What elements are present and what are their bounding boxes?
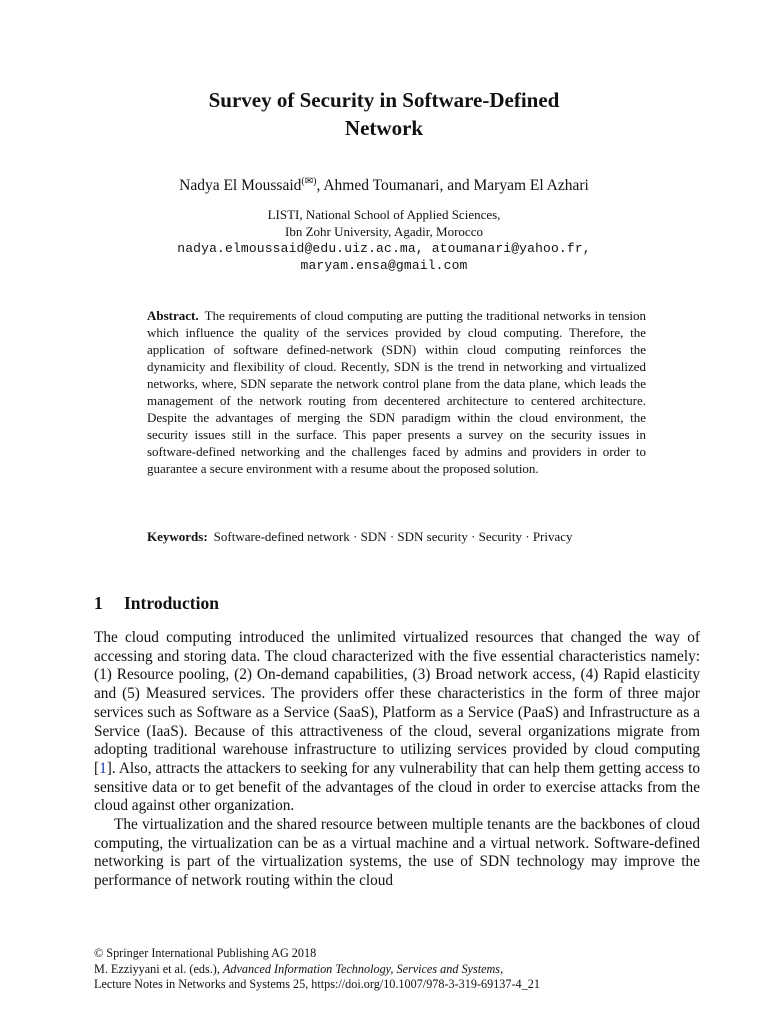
corresponding-author-mail-icon: (✉) xyxy=(301,176,317,187)
title-line-1: Survey of Security in Software-Defined xyxy=(208,88,560,112)
affiliation-line-1: LISTI, National School of Applied Sciences, xyxy=(267,207,501,222)
affiliation-line-2: Ibn Zohr University, Agadir, Morocco xyxy=(285,224,483,239)
paragraph-2: The virtualization and the shared resource between multiple tenants are the backbones of cloud computing, the virtualization can be as a virtual machine and a virtual network. Software-defined networking is part of the virtualization systems, the use of SDN technology may improve the performance of network routing within the cloud xyxy=(94,816,700,890)
footer-comma: , xyxy=(500,961,504,976)
footer-book-title: Advanced Information Technology, Services and Systems xyxy=(222,961,501,976)
section-title: Introduction xyxy=(124,593,219,613)
paper-title xyxy=(0,86,768,142)
author-list xyxy=(0,172,768,196)
footer-line-2 xyxy=(94,962,714,978)
affiliation-block xyxy=(0,206,768,274)
section-heading xyxy=(94,592,219,614)
abstract-label: Abstract. xyxy=(147,308,199,323)
citation-link[interactable]: 1 xyxy=(99,759,107,777)
author-rest: , Ahmed Toumanari, and Maryam El Azhari xyxy=(316,177,589,195)
author-first: Nadya El Moussaid xyxy=(179,177,302,195)
email-line-2: maryam.ensa@gmail.com xyxy=(300,258,468,273)
footer-line-3: Lecture Notes in Networks and Systems 25, https://doi.org/10.1007/978-3-319-69137-4_21 xyxy=(94,977,540,991)
email-line-1: nadya.elmoussaid@edu.uiz.ac.ma, atoumanari@yahoo.fr, xyxy=(177,241,591,256)
abstract xyxy=(147,307,646,477)
paragraph-1-text-b: ]. Also, attracts the attackers to seeking for any vulnerability that can help them getting access to sensitive data or to get benefit of the advantages of the cloud in order to exercise attacks from the cloud against other organization. xyxy=(94,759,700,815)
footer-line-1: © Springer International Publishing AG 2018 xyxy=(94,946,317,960)
keywords-text: Software-defined network · SDN · SDN security · Security · Privacy xyxy=(213,529,573,544)
copyright-footer xyxy=(94,946,714,993)
footer-editors: M. Ezziyyani et al. (eds.), xyxy=(94,961,223,976)
paragraph-1 xyxy=(94,629,700,816)
keywords-label: Keywords: xyxy=(147,529,208,544)
keywords xyxy=(147,528,646,545)
title-line-2: Network xyxy=(344,116,424,140)
body-text xyxy=(94,629,700,891)
paragraph-1-text-a: The cloud computing introduced the unlimited virtualized resources that changed the way of accessing and storing data. The cloud characterized with the five essential characteristics namely: (1) Resource pooling, (2) On-demand capabilities, (3) Broad network access, (4) Rapid elasticity and (5) Measured services. The providers offer these characteristics in the form of three major services such as Software as a Service (SaaS), Platform as a Service (PaaS) and Infrastructure as a Service (IaaS). Because of this attractiveness of the cloud, several organizations migrate from adopting traditional warehouse infrastructure to utilizing services provided by cloud computing [ xyxy=(94,629,700,777)
abstract-text: The requirements of cloud computing are putting the traditional networks in tension which influence the quality of the services provided by cloud computing. Therefore, the application of software defined-network (SDN) within cloud computing reinforces the dynamicity and flexibility of cloud. Recently, SDN is the trend in networking and virtualized networks, where, SDN separate the network control plane from the data plane, which leads the management of the network routing from decentered architecture to centered architecture. Despite the advantages of merging the SDN paradigm within the cloud environment, the security issues still in the surface. This paper presents a survey on the security issues in software-defined networking and the challenges faced by admins and providers in order to guarantee a secure environment with a resume about the proposed solution. xyxy=(147,308,646,476)
section-number: 1 xyxy=(94,593,103,613)
